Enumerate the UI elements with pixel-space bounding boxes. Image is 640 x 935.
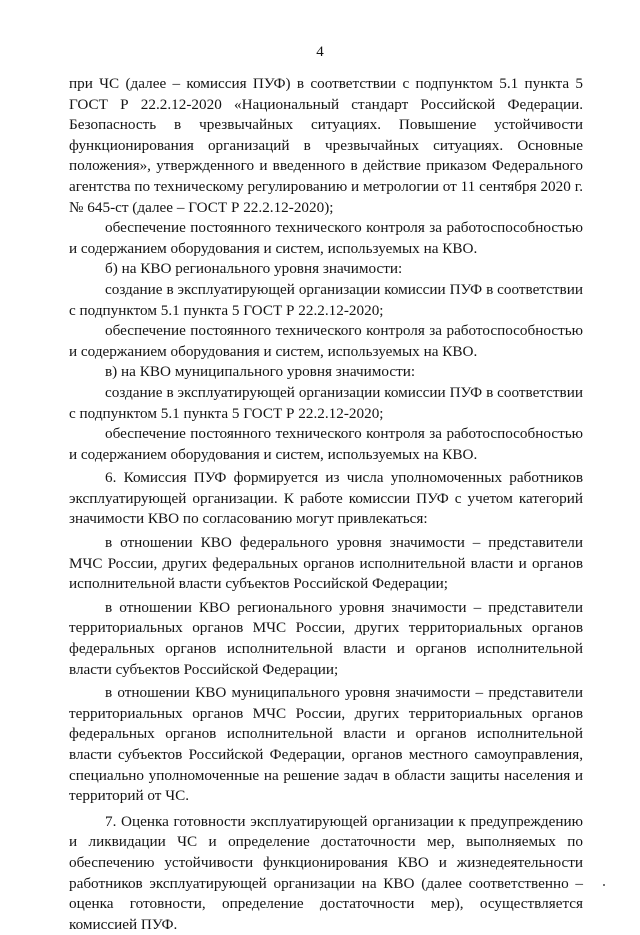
paragraph-federal-involvement: в отношении КВО федерального уровня значимости – представители МЧС России, других федеральных органов исполнительной власти и органов исполнительной власти субъектов Российской Федерации; [69,534,583,593]
paragraph-continuation: при ЧС (далее – комиссия ПУФ) в соответствии с подпунктом 5.1 пункта 5 ГОСТ Р 22.2.12-2020 «Национальный стандарт Российской Федерации. Безопасность в чрезвычайных ситуациях. Повышение устойчивости функционирования организаций в чрезвычайных ситуациях. Основные положения», утвержденного и введенного в действие приказом Федерального агентства по техническому регулированию и метрологии от 11 сентября 2020 г. № 645-ст (далее – ГОСТ Р 22.2.12-2020); [69,75,583,216]
paragraph-regional-commission: создание в эксплуатирующей организации комиссии ПУФ в соответствии с подпунктом 5.1 пункта 5 ГОСТ Р 22.2.12-2020; [69,280,583,319]
paragraph-municipal-involvement: в отношении КВО муниципального уровня значимости – представители территориальных органов МЧС России, других территориальных органов федеральных органов исполнительной власти и органов исполнительной власти субъектов Российской Федерации, органов местного самоуправления, специально уполномоченные на решение задач в области защиты населения и территорий от ЧС. [69,684,583,805]
paragraph-federal-control: обеспечение постоянного технического контроля за работоспособностью и содержанием оборудования и систем, используемых на КВО. [69,219,583,257]
paragraph-municipal-control: обеспечение постоянного технического контроля за работоспособностью и содержанием оборудования и систем, используемых на КВО. [69,425,583,463]
paragraph-item-7: 7. Оценка готовности эксплуатирующей организации к предупреждению и ликвидации ЧС и определение достаточности мер, выполняемых по обеспечению устойчивости функционирования КВО и жизнедеятельности работников эксплуатирующей организации на КВО (далее соответственно – оценка готовности, определение достаточности мер), осуществляется комиссией ПУФ. [69,812,583,933]
paragraph-regional-heading: б) на КВО регионального уровня значимости: [105,260,403,278]
document-body [69,74,583,935]
paragraph-municipal-commission: создание в эксплуатирующей организации комиссии ПУФ в соответствии с подпунктом 5.1 пункта 5 ГОСТ Р 22.2.12-2020; [69,383,583,422]
paragraph-municipal-heading: в) на КВО муниципального уровня значимости: [105,363,416,381]
scan-speck [603,884,605,886]
paragraph-item-6: 6. Комиссия ПУФ формируется из числа уполномоченных работников эксплуатирующей организации. К работе комиссии ПУФ с учетом категорий значимости КВО по согласованию могут привлекаться: [69,469,583,528]
paragraph-regional-involvement: в отношении КВО регионального уровня значимости – представители территориальных органов МЧС России, других территориальных органов федеральных органов исполнительной власти и органов исполнительной власти субъектов Российской Федерации; [69,598,583,678]
page-number: 4 [316,44,324,60]
paragraph-regional-control: обеспечение постоянного технического контроля за работоспособностью и содержанием оборудования и систем, используемых на КВО. [69,322,583,360]
